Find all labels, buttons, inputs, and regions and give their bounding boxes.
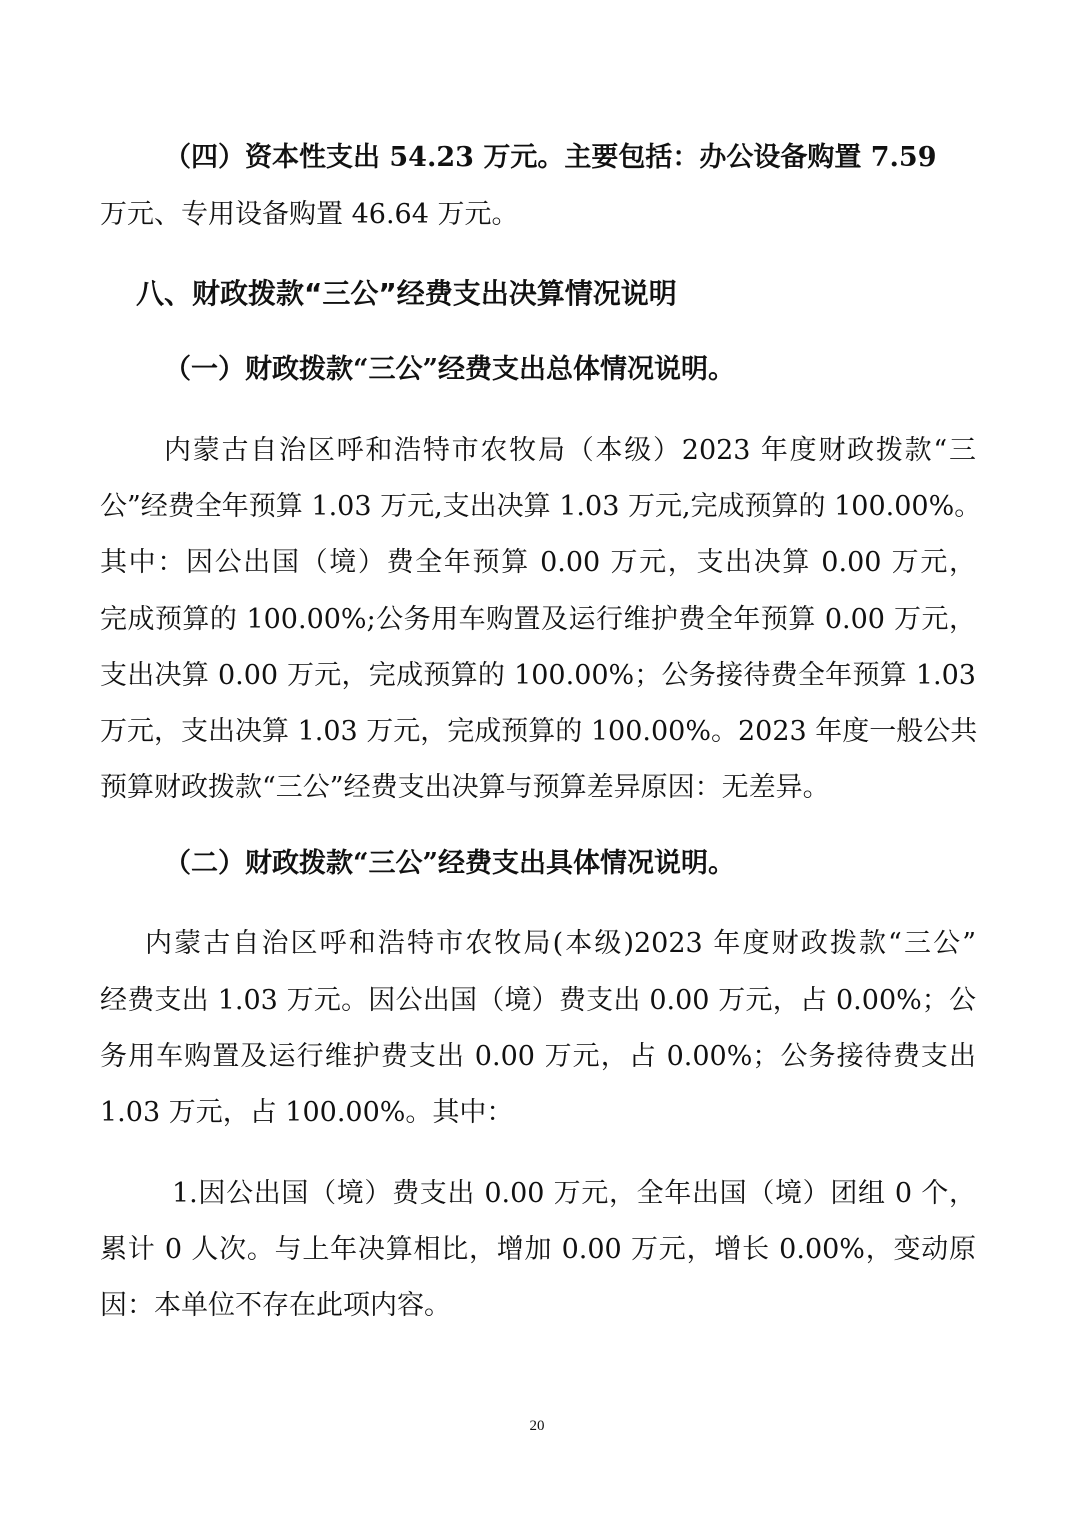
specific-paragraph-line-3: 务用车购置及运行维护费支出 0.00 万元，占 0.00%；公务接待费支出 <box>100 1041 976 1072</box>
overall-heading: （一）财政拨款“三公”经费支出总体情况说明。 <box>164 354 736 385</box>
item1-paragraph-line-3: 因：本单位不存在此项内容。 <box>100 1290 451 1321</box>
section-title: 八、财政拨款“三公”经费支出决算情况说明 <box>136 277 677 310</box>
overall-paragraph-line-2: 公”经费全年预算 1.03 万元,支出决算 1.03 万元,完成预算的 100.00%。 <box>100 491 982 522</box>
overall-paragraph-line-7: 预算财政拨款“三公”经费支出决算与预算差异原因：无差异。 <box>100 772 830 803</box>
capital-expenditure-line-2: 万元、专用设备购置 46.64 万元。 <box>100 199 519 230</box>
specific-paragraph-line-2: 经费支出 1.03 万元。因公出国（境）费支出 0.00 万元，占 0.00%；公 <box>100 985 976 1016</box>
overall-paragraph-line-6: 万元，支出决算 1.03 万元，完成预算的 100.00%。2023 年度一般公共 <box>100 716 978 747</box>
specific-heading: （二）财政拨款“三公”经费支出具体情况说明。 <box>164 848 736 879</box>
specific-paragraph-line-1: 内蒙古自治区呼和浩特市农牧局(本级)2023 年度财政拨款“三公” <box>145 928 976 959</box>
overall-paragraph-line-1: 内蒙古自治区呼和浩特市农牧局（本级）2023 年度财政拨款“三 <box>164 435 976 466</box>
page-number: 20 <box>529 1418 545 1434</box>
overall-paragraph-line-4: 完成预算的 100.00%;公务用车购置及运行维护费全年预算 0.00 万元， <box>100 604 976 635</box>
item1-paragraph-line-2: 累计 0 人次。与上年决算相比，增加 0.00 万元，增长 0.00%，变动原 <box>100 1234 976 1265</box>
item1-paragraph-line-1: 1.因公出国（境）费支出 0.00 万元，全年出国（境）团组 0 个， <box>172 1178 976 1209</box>
overall-paragraph-line-3: 其中：因公出国（境）费全年预算 0.00 万元，支出决算 0.00 万元， <box>100 547 976 578</box>
capital-expenditure-line-1: （四）资本性支出 54.23 万元。主要包括：办公设备购置 7.59 <box>164 142 937 173</box>
overall-paragraph-line-5: 支出决算 0.00 万元，完成预算的 100.00%；公务接待费全年预算 1.03 <box>100 660 976 691</box>
specific-paragraph-line-4: 1.03 万元，占 100.00%。其中： <box>100 1097 514 1128</box>
